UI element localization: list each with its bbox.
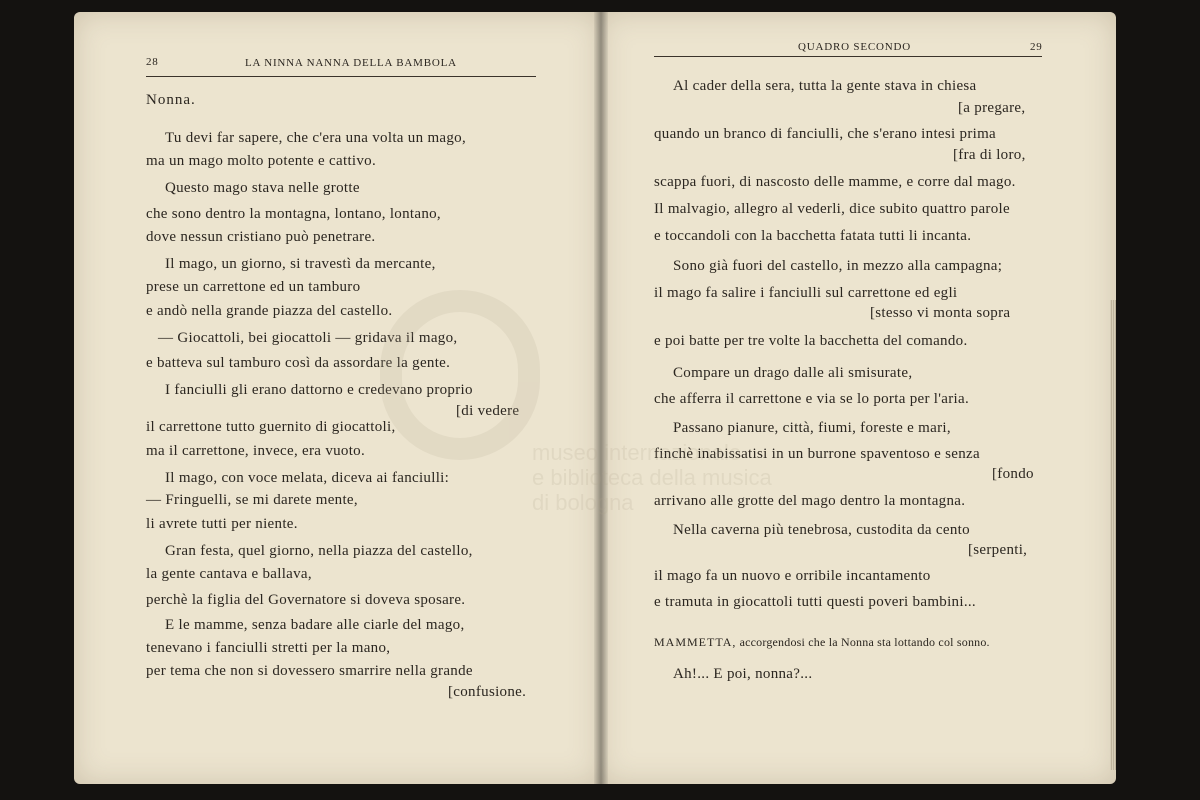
left-text-line: Nonna. bbox=[146, 92, 196, 108]
left-text-line: Il mago, con voce melata, diceva ai fanciulli: bbox=[165, 470, 450, 486]
left-text-line: [di vedere bbox=[456, 403, 520, 419]
right-text-line: arrivano alle grotte del mago dentro la montagna. bbox=[654, 493, 966, 509]
right-text-line: [fondo bbox=[992, 466, 1034, 482]
left-text-line: [confusione. bbox=[448, 684, 527, 700]
stage-direction-speaker: MAMMETTA, bbox=[654, 635, 737, 649]
right-text-line: Compare un drago dalle ali smisurate, bbox=[673, 365, 913, 381]
right-text-line: il mago fa un nuovo e orribile incantamento bbox=[654, 568, 931, 584]
right-text-line: Sono già fuori del castello, in mezzo alla campagna; bbox=[673, 258, 1003, 274]
right-text-line: e poi batte per tre volte la bacchetta del comando. bbox=[654, 333, 968, 349]
right-text-line: [serpenti, bbox=[968, 542, 1028, 558]
right-text-line: Il malvagio, allegro al vederli, dice subito quattro parole bbox=[654, 201, 1010, 217]
right-text-line: il mago fa salire i fanciulli sul carrettone ed egli bbox=[654, 285, 958, 301]
left-text-line: che sono dentro la montagna, lontano, lontano, bbox=[146, 206, 441, 222]
left-text-line: Gran festa, quel giorno, nella piazza del castello, bbox=[165, 543, 473, 559]
right-text-line: Al cader della sera, tutta la gente stava in chiesa bbox=[673, 78, 977, 94]
left-text-line: Il mago, un giorno, si travestì da mercante, bbox=[165, 256, 436, 272]
left-text-line: e andò nella grande piazza del castello. bbox=[146, 303, 393, 319]
left-text-line: ma il carrettone, invece, era vuoto. bbox=[146, 443, 366, 459]
stage-direction-text: accorgendosi che la Nonna sta lottando col sonno. bbox=[739, 635, 990, 649]
right-text-line: [fra di loro, bbox=[953, 147, 1026, 163]
right-text-line: scappa fuori, di nascosto delle mamme, e corre dal mago. bbox=[654, 174, 1016, 190]
right-text-line: Passano pianure, città, fiumi, foreste e mari, bbox=[673, 420, 951, 436]
left-text-line: ma un mago molto potente e cattivo. bbox=[146, 153, 377, 169]
right-text-line: [stesso vi monta sopra bbox=[870, 305, 1011, 321]
left-text-line: tenevano i fanciulli stretti per la mano, bbox=[146, 640, 391, 656]
right-text-line: e tramuta in giocattoli tutti questi poveri bambini... bbox=[654, 594, 976, 610]
right-running-title: QUADRO SECONDO bbox=[798, 41, 911, 53]
left-text-line: — Giocattoli, bei giocattoli — gridava il mago, bbox=[158, 330, 458, 346]
left-text-line: I fanciulli gli erano dattorno e credevano proprio bbox=[165, 382, 473, 398]
left-text-line: perchè la figlia del Governatore si doveva sposare. bbox=[146, 592, 466, 608]
right-text-line: finchè inabissatisi in un burrone spaventoso e senza bbox=[654, 446, 980, 462]
left-page-number: 28 bbox=[146, 56, 159, 68]
page-edges bbox=[1110, 300, 1116, 770]
left-header-rule bbox=[146, 76, 536, 77]
left-text-line: E le mamme, senza badare alle ciarle del mago, bbox=[165, 617, 465, 633]
left-text-line: dove nessun cristiano può penetrare. bbox=[146, 229, 376, 245]
right-text-line: [a pregare, bbox=[958, 100, 1026, 116]
right-text-line: quando un branco di fanciulli, che s'erano intesi prima bbox=[654, 126, 997, 142]
left-text-line: Tu devi far sapere, che c'era una volta un mago, bbox=[165, 130, 467, 146]
right-text-line: che afferra il carrettone e via se lo porta per l'aria. bbox=[654, 391, 970, 407]
left-text-line: Questo mago stava nelle grotte bbox=[165, 180, 360, 196]
left-text-line: per tema che non si dovessero smarrire nella grande bbox=[146, 663, 473, 679]
right-text-line: Nella caverna più tenebrosa, custodita da cento bbox=[673, 522, 970, 538]
left-running-title: LA NINNA NANNA DELLA BAMBOLA bbox=[245, 57, 457, 69]
final-line: Ah!... E poi, nonna?... bbox=[673, 666, 813, 682]
book-gutter bbox=[594, 12, 608, 784]
left-text-line: e batteva sul tamburo così da assordare la gente. bbox=[146, 355, 451, 371]
left-text-line: li avrete tutti per niente. bbox=[146, 516, 298, 532]
right-header-rule bbox=[654, 56, 1042, 57]
right-text-line: e toccandoli con la bacchetta fatata tutti li incanta. bbox=[654, 228, 972, 244]
left-text-line: la gente cantava e ballava, bbox=[146, 566, 312, 582]
left-text-line: — Fringuelli, se mi darete mente, bbox=[146, 492, 358, 508]
right-page-number: 29 bbox=[1030, 41, 1043, 53]
left-text-line: il carrettone tutto guernito di giocattoli, bbox=[146, 419, 396, 435]
left-text-line: prese un carrettone ed un tamburo bbox=[146, 279, 361, 295]
stage-direction bbox=[654, 635, 990, 650]
